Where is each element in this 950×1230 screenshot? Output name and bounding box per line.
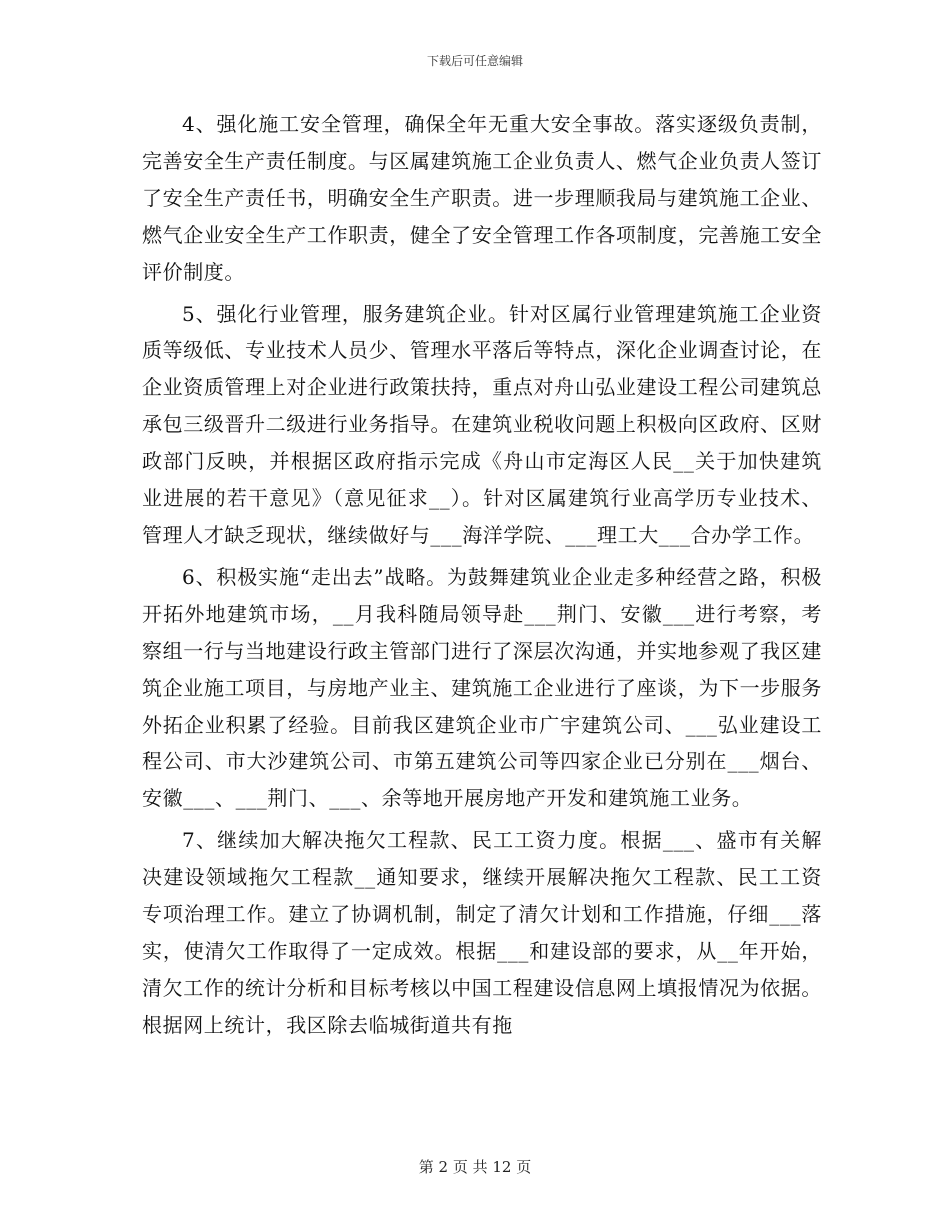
paragraph-item-4: 4、强化施工安全管理，确保全年无重大安全事故。落实逐级负责制，完善安全生产责任制度。与区属建筑施工企业负责人、燃气企业负责人签订了安全生产责任书，明确安全生产职责。进一步理顺我局与建筑施工企业、燃气企业安全生产工作职责，健全了安全管理工作各项制度，完善施工安全评价制度。 bbox=[142, 112, 822, 284]
paragraph-item-7: 7、继续加大解决拖欠工程款、民工工资力度。根据___、盛市有关解决建设领域拖欠工程款__通知要求，继续开展解决拖欠工程款、民工工资专项治理工作。建立了协调机制，制定了清欠计划和工作措施，仔细___落实，使清欠工作取得了一定成效。根据___和建设部的要求，从__年开始，清欠工作的统计分析和目标考核以中国工程建设信息网上填报情况为依据。根据网上统计，我区除去临城街道共有拖 bbox=[142, 828, 822, 1037]
document-body bbox=[142, 106, 822, 1049]
paragraph-item-5: 5、强化行业管理，服务建筑企业。针对区属行业管理建筑施工企业资质等级低、专业技术人员少、管理水平落后等特点，深化企业调查讨论，在企业资质管理上对企业进行政策扶持，重点对舟山弘业建设工程公司建筑总承包三级晋升二级进行业务指导。在建筑业税收问题上积极向区政府、区财政部门反映，并根据区政府指示完成《舟山市定海区人民__关于加快建筑业进展的若干意见》（意见征求__）。针对区属建筑行业高学历专业技术、管理人才缺乏现状，继续做好与___海洋学院、___理工大___合办学工作。 bbox=[142, 301, 822, 547]
page-header: 下载后可任意编辑 bbox=[426, 54, 523, 68]
page-number: 第 2 页 共 12 页 bbox=[418, 1158, 532, 1176]
paragraph-item-6: 6、积极实施“走出去”战略。为鼓舞建筑业企业走多种经营之路，积极开拓外地建筑市场，__月我科随局领导赴___荆门、安徽___进行考察，考察组一行与当地建设行政主管部门进行了深层次沟通，并实地参观了我区建筑企业施工项目，与房地产业主、建筑施工企业进行了座谈，为下一步服务外拓企业积累了经验。目前我区建筑企业市广宇建筑公司、___弘业建设工程公司、市大沙建筑公司、市第五建筑公司等四家企业已分别在___烟台、安徽___、___荆门、___、余等地开展房地产开发和建筑施工业务。 bbox=[142, 564, 822, 811]
